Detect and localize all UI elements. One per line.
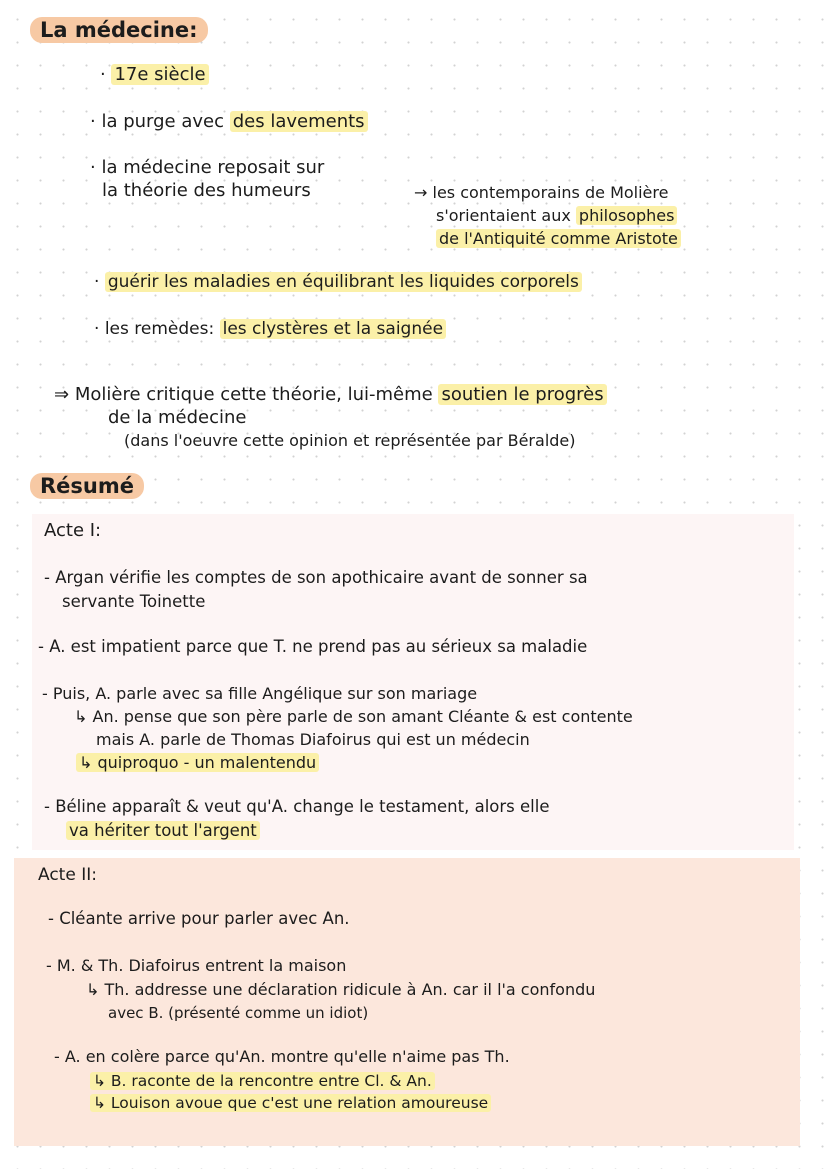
acte1-p3-line2: ↳ An. pense que son père parle de son amant Cléante & est contente — [74, 707, 633, 726]
acte2-p2-line2: ↳ Th. addresse une déclaration ridicule à An. car il l'a confondu — [86, 980, 596, 999]
acte2-p2-line3: avec B. (présenté comme un idiot) — [108, 1004, 369, 1022]
humeurs-line1: · la médecine reposait sur — [90, 157, 325, 178]
conclusion-line3: (dans l'oeuvre cette opinion et représentée par Béralde) — [124, 431, 576, 450]
acte1-p4-line1: - Béline apparaît & veut qu'A. change le testament, alors elle — [44, 797, 550, 816]
acte1-p2: - A. est impatient parce que T. ne prend pas au sérieux sa maladie — [38, 637, 588, 656]
purge-note: · la purge avec des lavements — [90, 111, 368, 133]
acte2-heading: Acte II: — [38, 865, 97, 885]
acte2-p3-line2: ↳ B. raconte de la rencontre entre Cl. & An. — [90, 1070, 435, 1092]
remedes-note: · les remèdes: les clystères et la saignée — [94, 318, 446, 340]
acte1-p3-line3: mais A. parle de Thomas Diafoirus qui est un médecin — [96, 730, 530, 749]
acte1-p1-line2: servante Toinette — [62, 592, 206, 611]
contemporains-line1: → les contemporains de Molière — [414, 183, 669, 202]
humeurs-line2: la théorie des humeurs — [102, 180, 311, 201]
guerir-note: · guérir les maladies en équilibrant les liquides corporels — [94, 271, 582, 293]
section-title-medecine: La médecine: — [30, 18, 208, 42]
acte1-p3-line4: ↳ quiproquo - un malentendu — [76, 752, 319, 774]
acte2-p1: - Cléante arrive pour parler avec An. — [48, 909, 350, 928]
arrow-right-icon: → — [414, 183, 428, 202]
section-title-resume: Résumé — [30, 474, 144, 498]
acte1-p4-line2: va hériter tout l'argent — [66, 820, 260, 842]
acte2-p3-line3: ↳ Louison avoue que c'est une relation amoureuse — [90, 1092, 491, 1114]
acte2-p3-line1: - A. en colère parce qu'An. montre qu'elle n'aime pas Th. — [54, 1047, 510, 1066]
acte1-p1-line1: - Argan vérifie les comptes de son apothicaire avant de sonner sa — [44, 568, 588, 587]
contemporains-line3: de l'Antiquité comme Aristote — [436, 228, 681, 250]
acte1-p3-line1: - Puis, A. parle avec sa fille Angélique sur son mariage — [42, 684, 478, 703]
acte1-heading: Acte I: — [44, 520, 102, 541]
contemporains-line2: s'orientaient aux philosophes — [436, 205, 677, 227]
conclusion-line1: ⇒ Molière critique cette théorie, lui-même soutien le progrès — [54, 384, 607, 406]
double-arrow-icon: ⇒ — [54, 384, 70, 405]
acte2-p2-line1: - M. & Th. Diafoirus entrent la maison — [46, 956, 347, 975]
century-note: · 17e siècle — [100, 64, 209, 86]
conclusion-line2: de la médecine — [108, 407, 247, 428]
